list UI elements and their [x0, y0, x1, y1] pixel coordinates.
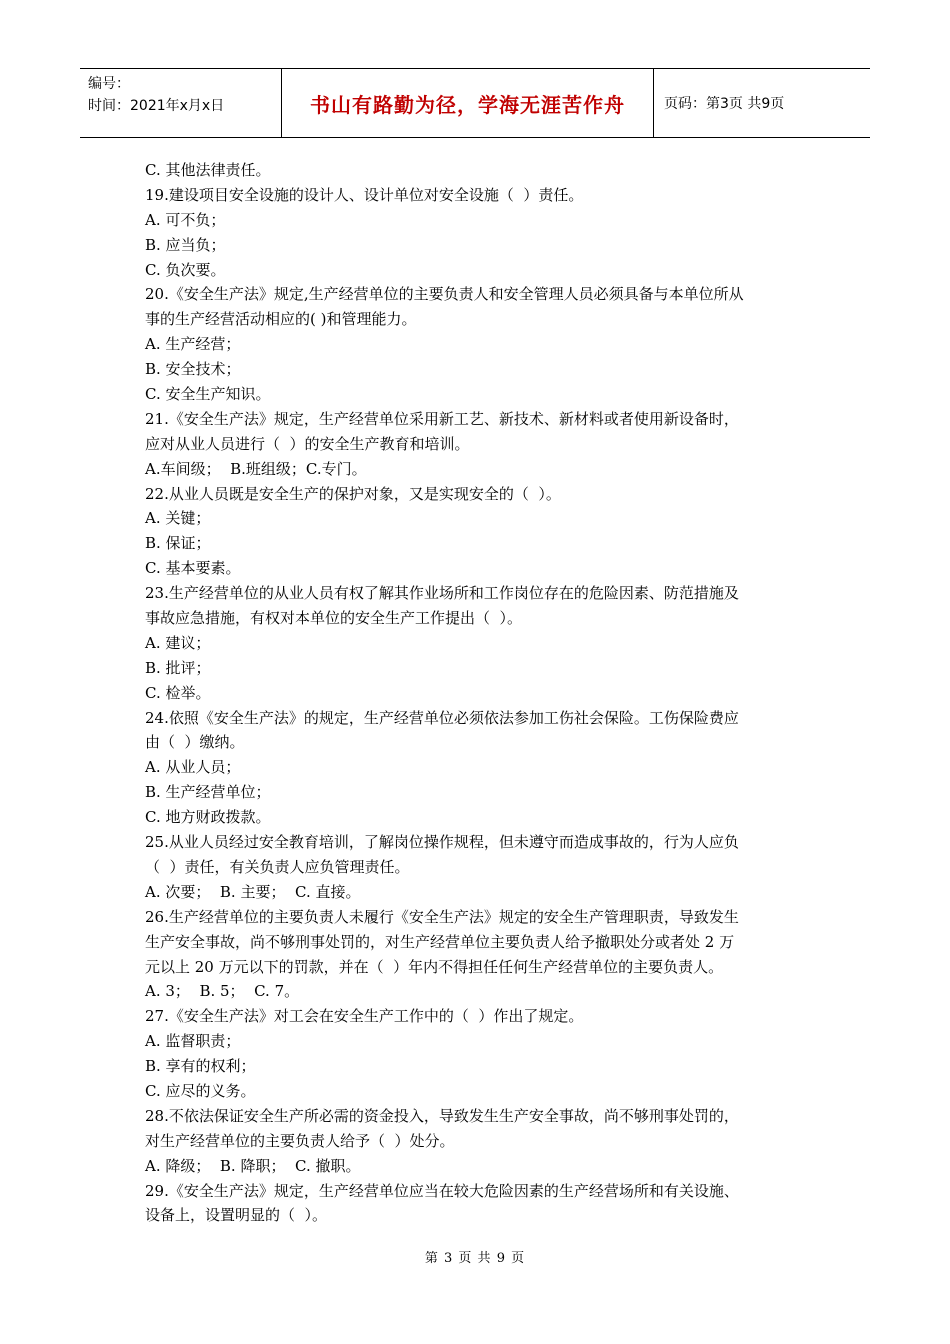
text-line: 25.从业人员经过安全教育培训，了解岗位操作规程，但未遵守而造成事故的，行为人应负 [145, 833, 739, 852]
text-line: C. 地方财政拨款。 [145, 808, 271, 827]
text-line: B. 安全技术； [145, 360, 241, 379]
text-line: C. 检举。 [145, 683, 211, 702]
text-line: A. 关键； [145, 509, 211, 528]
text-line: 由（ ）缴纳。 [145, 733, 245, 752]
header-meta [80, 69, 282, 137]
text-line: A.车间级； B.班组级；C.专门。 [145, 459, 367, 478]
text-line: B. 生产经营单位； [145, 783, 271, 802]
text-line: A. 3； B. 5； C. 7。 [145, 982, 300, 1001]
document-date: 时间：2021年x月x日 [88, 98, 225, 114]
text-line: C. 安全生产知识。 [145, 385, 271, 404]
text-line: 元以上 20 万元以下的罚款，并在（ ）年内不得担任任何生产经营单位的主要负责人。 [145, 957, 724, 976]
text-line: 29.《安全生产法》规定，生产经营单位应当在较大危险因素的生产经营场所和有关设施、 [145, 1181, 739, 1200]
text-line: 24.依照《安全生产法》的规定，生产经营单位必须依法参加工伤社会保险。工伤保险费应 [145, 708, 739, 727]
header-page-info: 页码：第3页 共9页 [664, 96, 785, 112]
text-line: 23.生产经营单位的从业人员有权了解其作业场所和工作岗位存在的危险因素、防范措施及 [145, 584, 739, 603]
text-line: C. 负次要。 [145, 260, 226, 279]
text-line: 应对从业人员进行（ ）的安全生产教育和培训。 [145, 434, 470, 453]
page-footer: 第 3 页 共 9 页 [424, 1251, 526, 1266]
text-line: 27.《安全生产法》对工会在安全生产工作中的（ ）作出了规定。 [145, 1007, 584, 1026]
text-line: 事的生产经营活动相应的( )和管理能力。 [145, 310, 417, 329]
page-header [80, 68, 870, 138]
text-line: （ ）责任，有关负责人应负管理责任。 [145, 857, 410, 876]
text-line: A. 建议； [145, 633, 211, 652]
text-line: B. 享有的权利； [145, 1057, 256, 1076]
text-line: A. 降级； B. 降职； C. 撤职。 [145, 1156, 361, 1175]
text-line: 事故应急措施，有权对本单位的安全生产工作提出（ ）。 [145, 609, 523, 628]
text-line: A. 监督职责； [145, 1032, 241, 1051]
text-line: 21.《安全生产法》规定，生产经营单位采用新工艺、新技术、新材料或者使用新设备时， [145, 409, 739, 428]
text-line: B. 保证； [145, 534, 211, 553]
text-line: B. 应当负； [145, 235, 226, 254]
text-line: 28.不依法保证安全生产所必需的资金投入，导致发生生产安全事故，尚不够刑事处罚的， [145, 1106, 739, 1125]
text-line: 19.建设项目安全设施的设计人、设计单位对安全设施（ ）责任。 [145, 185, 584, 204]
document-number: 编号： [88, 76, 130, 92]
text-line: 生产安全事故，尚不够刑事处罚的，对生产经营单位主要负责人给予撤职处分或者处 2 万 [145, 932, 735, 951]
text-line: A. 次要； B. 主要； C. 直接。 [145, 882, 361, 901]
text-line: 20.《安全生产法》规定,生产经营单位的主要负责人和安全管理人员必须具备与本单位所从 [145, 285, 744, 304]
text-line: C. 其他法律责任。 [145, 161, 271, 179]
text-line: B. 批评； [145, 658, 211, 677]
text-line: A. 生产经营； [145, 335, 241, 354]
text-line: 设备上，设置明显的（ ）。 [145, 1206, 328, 1225]
text-line: C. 应尽的义务。 [145, 1081, 256, 1100]
text-line: 26.生产经营单位的主要负责人未履行《安全生产法》规定的安全生产管理职责，导致发生 [145, 907, 739, 926]
question-list [145, 158, 810, 1228]
text-line: 22.从业人员既是安全生产的保护对象，又是实现安全的（ ）。 [145, 484, 561, 503]
text-line: A. 从业人员； [145, 758, 241, 777]
text-line: 对生产经营单位的主要负责人给予（ ）处分。 [145, 1131, 455, 1150]
header-motto: 书山有路勤为径，学海无涯苦作舟 [310, 92, 625, 117]
text-line: A. 可不负； [145, 210, 226, 229]
text-line: C. 基本要素。 [145, 559, 241, 578]
header-motto-cell [282, 69, 654, 137]
